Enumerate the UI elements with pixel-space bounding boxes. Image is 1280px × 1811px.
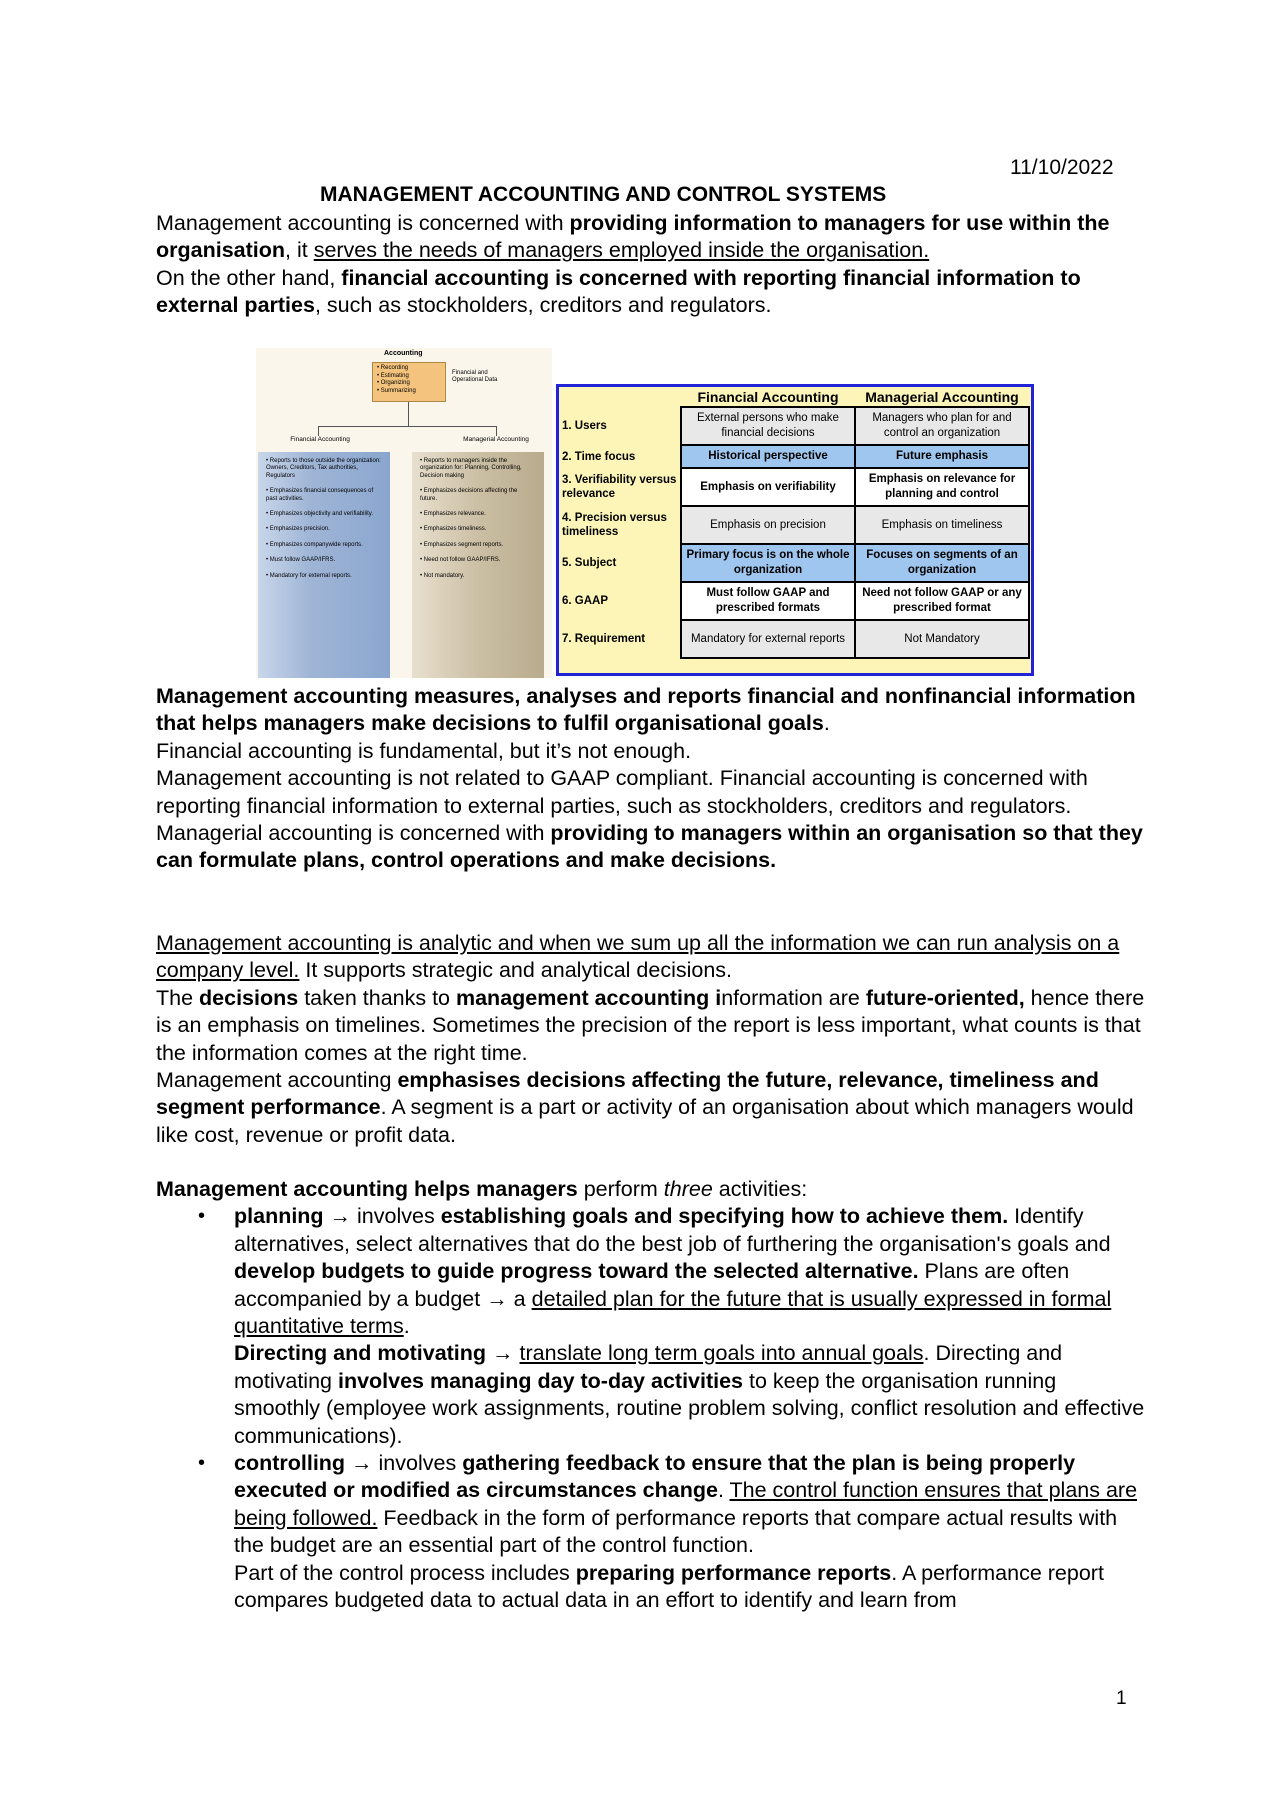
body-section-1 <box>156 683 1146 875</box>
table-cell-financial: Mandatory for external reports <box>681 620 855 658</box>
table-cell-managerial: Need not follow GAAP or any prescribed format <box>855 582 1029 620</box>
table-header-blank <box>559 387 681 407</box>
body-text: taken thanks to <box>298 985 456 1010</box>
list-paragraph <box>234 1203 1146 1340</box>
diagram-fin-item: • Must follow GAAP/IFRS. <box>266 557 336 564</box>
table-header-managerial: Managerial Accounting <box>865 388 1019 405</box>
body-text: The <box>156 985 200 1010</box>
body-bold: Management accounting measures, analyses and reports financial and nonfinancial information that helps managers make decisions to fulfil organisational goals <box>156 684 1136 736</box>
diagram-top-item: • Estimating <box>377 372 409 379</box>
diagram-fin-item: • Mandatory for external reports. <box>266 572 352 579</box>
diagram-man-label: Managerial Accounting <box>463 436 529 443</box>
intro-text: , it <box>285 238 314 263</box>
body-underline: detailed plan for the future that is usually expressed in formal quantitative terms <box>234 1286 1112 1339</box>
intro-paragraph-1 <box>156 210 1146 265</box>
body-text: perform <box>577 1177 664 1201</box>
list-paragraph <box>234 1450 1146 1560</box>
body-section-2 <box>156 930 1146 1149</box>
body-text: to keep the organisation running smoothly (employee work assignments, routine problem solving, conflict resolution and effective communications). <box>234 1368 1145 1448</box>
diagram-top-box <box>372 362 446 402</box>
table-cell-managerial: Not Mandatory <box>855 620 1029 658</box>
table-row <box>559 506 1029 544</box>
body-bold: preparing performance reports <box>575 1560 892 1585</box>
table-cell-financial: Emphasis on verifiability <box>681 468 855 506</box>
diagram-man-item: • Not mandatory. <box>420 572 465 579</box>
diagram-connector <box>318 426 496 427</box>
diagram-man-item: • Emphasizes decisions affecting the future. <box>420 488 518 502</box>
diagram-fin-item: • Emphasizes financial consequences of past activities. <box>266 488 374 502</box>
body-paragraph <box>156 930 1146 985</box>
page-number: 1 <box>1116 1688 1127 1709</box>
table-cell-managerial: Emphasis on relevance for planning and control <box>855 468 1029 506</box>
body-text: It supports strategic and analytical decisions. <box>299 958 733 983</box>
diagram-fin-item: • Reports to those outside the organization: Owners, Creditors, Tax authorities, Regulators <box>266 458 381 479</box>
diagram-connector <box>318 426 319 436</box>
body-text: . A performance report compares budgeted data to actual data in an effort to identify and learn from <box>234 1560 1104 1613</box>
diagram-man-item: • Emphasizes timeliness. <box>420 526 487 533</box>
body-text: Identify alternatives, select alternatives that do the best job of furthering the organisation's goals and <box>234 1204 1111 1256</box>
body-underline: translate long term goals into annual goals <box>519 1341 924 1366</box>
diagram-fin-item: • Emphasizes precision. <box>266 526 330 533</box>
table-row <box>559 468 1029 506</box>
table-cell-managerial: Focuses on segments of an organization <box>855 544 1029 582</box>
activities-list <box>156 1203 1146 1614</box>
diagram-fin-label: Financial Accounting <box>290 436 350 443</box>
body-text: Plans are often accompanied by a budget → a <box>234 1259 1070 1311</box>
diagram-top-label: Accounting <box>384 350 423 357</box>
body-bold: develop budgets to guide progress toward the selected alternative. <box>234 1259 919 1284</box>
table-cell-financial: Must follow GAAP and prescribed formats <box>681 582 855 620</box>
body-paragraph: Management accounting is not related to GAAP compliant. Financial accounting is concerned with reporting financial information to external parties, such as stockholders, creditors and regulators. <box>156 766 1088 818</box>
body-paragraph <box>156 1176 1146 1203</box>
body-text: Part of the control process includes <box>234 1560 576 1585</box>
body-text: . A segment is a part or activity of an organisation about which managers would like cost, revenue or profit data. <box>156 1095 1134 1147</box>
body-bold: management accounting i <box>455 985 722 1010</box>
table-row <box>559 407 1029 445</box>
comparison-table <box>556 384 1034 676</box>
table-cell-financial: Primary focus is on the whole organization <box>681 544 855 582</box>
table-cell-managerial: Managers who plan for and control an organization <box>855 407 1029 445</box>
intro-paragraph-2 <box>156 265 1146 320</box>
document-title: MANAGEMENT ACCOUNTING AND CONTROL SYSTEMS <box>320 183 887 206</box>
list-item-planning <box>156 1203 1146 1450</box>
body-text: → <box>486 1341 520 1366</box>
body-bold: Management accounting helps managers <box>156 1177 578 1201</box>
diagram-side-label: Financial and Operational Data <box>452 370 498 383</box>
table-row <box>559 620 1029 658</box>
body-bold: emphasises decisions affecting the future, relevance, timeliness and segment performance <box>156 1068 1099 1120</box>
body-italic: three <box>663 1177 713 1201</box>
body-underline: Management accounting is analytic and when we sum up all the information we can run analysis on a company level. <box>156 931 1120 983</box>
body-text: → involves <box>345 1451 463 1476</box>
diagram-man-item: • Need not follow GAAP/IFRS. <box>420 557 501 564</box>
body-bold: Directing and motivating <box>234 1341 487 1366</box>
body-section-3 <box>156 1176 1146 1615</box>
table-row-label: 3. Verifiability versus relevance <box>562 474 677 500</box>
diagram-connector <box>496 426 497 436</box>
intro-underline: serves the needs of managers employed inside the organisation. <box>313 238 930 263</box>
table-row <box>559 544 1029 582</box>
body-paragraph <box>156 820 1146 875</box>
comparison-table-grid <box>559 387 1030 659</box>
intro-bold: providing information to managers for use within the organisation <box>156 211 1110 263</box>
accounting-diagram <box>256 348 552 678</box>
body-text: → involves <box>323 1204 441 1229</box>
body-bold: providing to managers within an organisation so that they can formulate plans, control operations and make decisions. <box>156 821 1143 873</box>
body-text: . <box>823 711 830 736</box>
table-row-label: 1. Users <box>562 420 607 432</box>
body-bold: future-oriented, <box>865 985 1025 1010</box>
body-text: hence there is an emphasis on timelines. Sometimes the precision of the report is less important, what counts is that the information comes at the right time. <box>156 985 1145 1065</box>
document-date: 11/10/2022 <box>1010 156 1114 179</box>
body-underline: The control function ensures that plans are being followed. <box>234 1478 1138 1530</box>
diagram-fin-column <box>258 452 390 678</box>
body-text: nformation are <box>721 985 866 1010</box>
body-paragraph <box>156 683 1146 738</box>
body-text: . Directing and motivating <box>234 1341 1063 1393</box>
list-paragraph <box>234 1340 1146 1450</box>
diagram-top-item: • Recording <box>377 365 409 371</box>
body-paragraph <box>156 1067 1146 1149</box>
diagram-connector <box>408 402 409 426</box>
table-cell-managerial: Future emphasis <box>855 445 1029 468</box>
table-cell-financial: Historical perspective <box>681 445 855 468</box>
table-row-label: 4. Precision versus timeliness <box>562 512 667 538</box>
body-bold: planning <box>234 1204 324 1229</box>
body-text: . <box>403 1314 410 1339</box>
diagram-top-item: • Summarizing <box>377 387 416 394</box>
body-text: . <box>717 1478 730 1503</box>
body-paragraph <box>156 985 1146 1067</box>
table-row <box>559 445 1029 468</box>
body-text: Managerial accounting is concerned with <box>156 821 551 846</box>
table-row-label: 6. GAAP <box>562 595 609 607</box>
body-paragraph: Financial accounting is fundamental, but it’s not enough. <box>156 738 692 763</box>
intro-text: On the other hand, <box>156 265 342 290</box>
diagram-fin-item: • Emphasizes companywide reports. <box>266 541 363 548</box>
diagram-man-item: • Reports to managers inside the organization for: Planning, Controlling, Decision making <box>420 458 522 479</box>
table-row-label: 7. Requirement <box>562 633 646 645</box>
list-item-controlling <box>156 1450 1146 1614</box>
body-text: Management accounting <box>156 1068 398 1093</box>
table-header-financial: Financial Accounting <box>697 388 839 405</box>
intro-text: , such as stockholders, creditors and regulators. <box>314 293 772 318</box>
body-text: Feedback in the form of performance reports that compare actual results with the budget are an essential part of the control function. <box>234 1505 1118 1558</box>
table-cell-financial: Emphasis on precision <box>681 506 855 544</box>
table-row-label: 5. Subject <box>562 557 617 569</box>
intro-bold: financial accounting is concerned with reporting financial information to external parties <box>156 265 1081 318</box>
diagram-top-item: • Organizing <box>377 380 410 386</box>
diagram-man-column <box>412 452 544 678</box>
table-header-row <box>559 387 1029 407</box>
body-text: activities: <box>712 1177 808 1201</box>
list-paragraph <box>234 1560 1146 1615</box>
table-cell-financial: External persons who make financial decisions <box>681 407 855 445</box>
diagram-man-item: • Emphasizes relevance. <box>420 511 486 518</box>
diagram-fin-item: • Emphasizes objectivity and verifiability. <box>266 511 374 518</box>
diagram-man-item: • Emphasizes segment reports. <box>420 541 504 548</box>
body-bold: gathering feedback to ensure that the plan is being properly executed or modified as circumstances change <box>234 1451 1076 1503</box>
table-row <box>559 582 1029 620</box>
body-bold: decisions <box>199 985 299 1010</box>
intro-section <box>156 210 1146 320</box>
table-row-label: 2. Time focus <box>562 450 636 463</box>
table-cell-managerial: Emphasis on timeliness <box>855 506 1029 544</box>
body-bold: establishing goals and specifying how to achieve them. <box>440 1204 1009 1229</box>
intro-text: Management accounting is concerned with <box>156 211 570 235</box>
body-bold: involves managing day to-day activities <box>337 1368 744 1393</box>
body-bold: controlling <box>234 1451 346 1476</box>
